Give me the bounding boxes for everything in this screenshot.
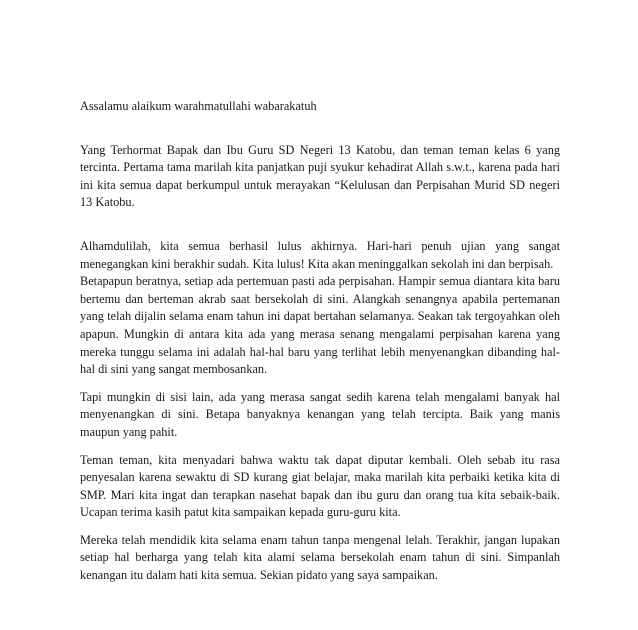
paragraph-advice: Teman teman, kita menyadari bahwa waktu tak dapat diputar kembali. Oleh sebab itu rasa penyesalan karena sewaktu di SD kurang giat belajar, maka marilah kita perbaiki ketika kita di SMP. Mari kita ingat dan terapkan nasehat bapak dan ibu guru dan orang tua kita sebaik-baik. Ucapan terima kasih patut kita sampaikan kepada guru-guru kita. [80,452,560,520]
paragraph-graduation: Alhamdulilah, kita semua berhasil lulus akhirnya. Hari-hari penuh ujian yang sangat menegangkan kini berakhir sudah. Kita lulus! Kita akan meninggalkan sekolah ini dan berpisah. [80,238,560,271]
greeting: Assalamu alaikum warahmatullahi wabarakatuh [80,99,317,113]
paragraph-opening: Yang Terhormat Bapak dan Ibu Guru SD Negeri 13 Katobu, dan teman teman kelas 6 yang tercinta. Pertama tama marilah kita panjatkan puji syukur kehadirat Allah s.w.t., karena pada hari ini kita semua dapat berkumpul untuk merayakan “Kelulusan dan Perpisahan Murid SD negeri 13 Katobu. [80,142,560,210]
speech-document [80,98,560,585]
paragraph-memories: Tapi mungkin di sisi lain, ada yang merasa sangat sedih karena telah mengalami banyak hal menyenangkan di sini. Betapa banyaknya kenangan yang telah tercipta. Baik yang manis maupun yang pahit. [80,389,560,439]
paragraph-closing: Mereka telah mendidik kita selama enam tahun tanpa mengenal lelah. Terakhir, jangan lupakan setiap hal berharga yang telah kita alami selama bersekolah enam tahun di sini. Simpanlah kenangan itu dalam hati kita semua. Sekian pidato yang saya sampaikan. [80,532,560,583]
paragraph-farewell: Betapapun beratnya, setiap ada pertemuan pasti ada perpisahan. Hampir semua diantara kita baru bertemu dan berteman akrab saat bersekolah di sini. Alangkah senangnya apabila pertemanan yang telah dijalin selama enam tahun ini dapat bertahan selamanya. Seakan tak tergoyahkan oleh apapun. Mungkin di antara kita ada yang merasa senang mengalami perpisahan karena yang mereka tunggu selama ini adalah hal-hal baru yang terlihat lebih menyenangkan dibanding hal-hal di sini yang sangat membosankan. [80,274,560,377]
